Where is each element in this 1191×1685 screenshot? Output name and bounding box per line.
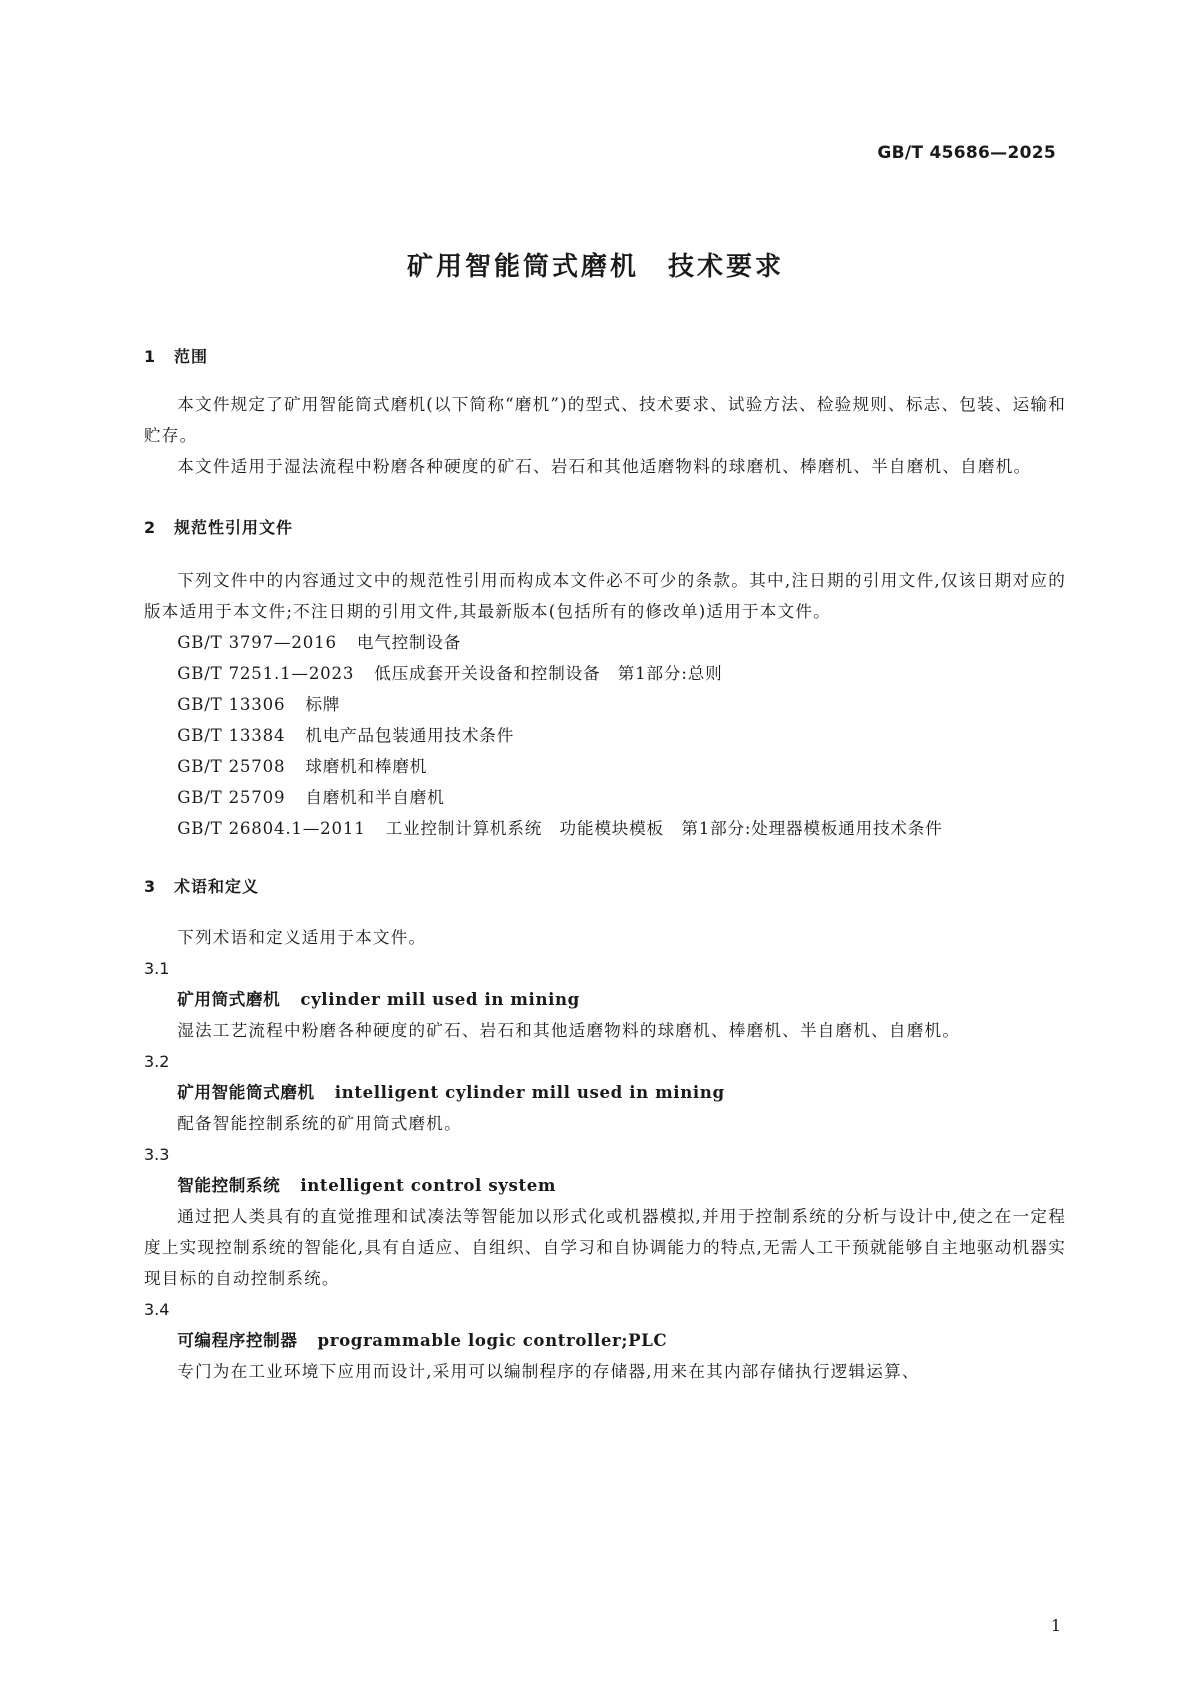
section-number: 2 bbox=[144, 518, 157, 537]
reference-code: GB/T 25708 bbox=[177, 757, 286, 776]
reference-code: GB/T 26804.1—2011 bbox=[177, 819, 366, 838]
term-definition: 专门为在工业环境下应用而设计,采用可以编制程序的存储器,用来在其内部存储执行逻辑运算、 bbox=[177, 1362, 920, 1381]
reference-name: 工业控制计算机系统 功能模块模板 第1部分:处理器模板通用技术条件 bbox=[385, 819, 943, 838]
reference-code: GB/T 25709 bbox=[177, 788, 286, 807]
reference-item bbox=[144, 751, 1066, 782]
reference-name: 球磨机和棒磨机 bbox=[305, 757, 428, 776]
term-english: cylinder mill used in mining bbox=[300, 989, 580, 1009]
term-chinese: 可编程序控制器 bbox=[177, 1331, 298, 1350]
reference-item bbox=[144, 813, 1066, 844]
document-body bbox=[144, 344, 1066, 1387]
reference-item bbox=[144, 689, 1066, 720]
reference-name: 电气控制设备 bbox=[356, 633, 462, 652]
section-title: 范围 bbox=[174, 347, 209, 366]
section-number: 1 bbox=[144, 347, 157, 366]
reference-item bbox=[144, 720, 1066, 751]
term-chinese: 矿用筒式磨机 bbox=[177, 990, 281, 1009]
term-definition: 湿法工艺流程中粉磨各种硬度的矿石、岩石和其他适磨物料的球磨机、棒磨机、半自磨机、自磨机。 bbox=[177, 1021, 961, 1040]
term-heading bbox=[144, 1170, 1066, 1201]
reference-code: GB/T 7251.1—2023 bbox=[177, 664, 355, 683]
reference-name: 自磨机和半自磨机 bbox=[305, 788, 445, 807]
term-chinese: 智能控制系统 bbox=[177, 1176, 281, 1195]
reference-item bbox=[144, 627, 1066, 658]
term-heading bbox=[144, 1077, 1066, 1108]
term-chinese: 矿用智能筒式磨机 bbox=[177, 1083, 315, 1102]
reference-code: GB/T 3797—2016 bbox=[177, 633, 337, 652]
section-heading-normative-references bbox=[144, 515, 1066, 535]
section-number: 3 bbox=[144, 877, 157, 896]
page-number: 1 bbox=[1050, 1616, 1061, 1635]
document-title: 矿用智能筒式磨机 技术要求 bbox=[406, 252, 784, 282]
section-title: 规范性引用文件 bbox=[174, 518, 294, 537]
paragraph: 下列文件中的内容通过文中的规范性引用而构成本文件必不可少的条款。其中,注日期的引用文件,仅该日期对应的版本适用于本文件;不注日期的引用文件,其最新版本(包括所有的修改单)适用于本文件。 bbox=[144, 571, 1066, 621]
term-english: intelligent cylinder mill used in mining bbox=[334, 1082, 725, 1102]
paragraph: 下列术语和定义适用于本文件。 bbox=[177, 928, 427, 947]
paragraph: 本文件规定了矿用智能筒式磨机(以下简称“磨机”)的型式、技术要求、试验方法、检验规则、标志、包装、运输和贮存。 bbox=[144, 395, 1066, 445]
term-english: intelligent control system bbox=[300, 1175, 557, 1195]
term-number: 3.2 bbox=[144, 1052, 170, 1071]
standard-code: GB/T 45686—2025 bbox=[877, 143, 1056, 163]
section-title: 术语和定义 bbox=[174, 877, 260, 896]
term-heading bbox=[144, 1325, 1066, 1356]
reference-code: GB/T 13306 bbox=[177, 695, 286, 714]
reference-name: 低压成套开关设备和控制设备 第1部分:总则 bbox=[374, 664, 723, 683]
section-heading-scope bbox=[144, 344, 1066, 364]
section-heading-terms-and-definitions bbox=[144, 874, 1066, 894]
term-english: programmable logic controller;PLC bbox=[317, 1330, 668, 1350]
reference-item bbox=[144, 658, 1066, 689]
reference-name: 标牌 bbox=[305, 695, 341, 714]
term-heading bbox=[144, 984, 1066, 1015]
term-number: 3.4 bbox=[144, 1300, 170, 1319]
term-definition: 通过把人类具有的直觉推理和试凑法等智能加以形式化或机器模拟,并用于控制系统的分析与设计中,使之在一定程度上实现控制系统的智能化,具有自适应、自组织、自学习和自协调能力的特点,无需人工干预就能够自主地驱动机器实现目标的自动控制系统。 bbox=[144, 1207, 1066, 1288]
reference-name: 机电产品包装通用技术条件 bbox=[305, 726, 515, 745]
term-number: 3.3 bbox=[144, 1145, 170, 1164]
term-definition: 配备智能控制系统的矿用筒式磨机。 bbox=[177, 1114, 462, 1133]
term-number: 3.1 bbox=[144, 959, 170, 978]
reference-item bbox=[144, 782, 1066, 813]
reference-code: GB/T 13384 bbox=[177, 726, 286, 745]
paragraph: 本文件适用于湿法流程中粉磨各种硬度的矿石、岩石和其他适磨物料的球磨机、棒磨机、半自磨机、自磨机。 bbox=[177, 457, 1032, 476]
